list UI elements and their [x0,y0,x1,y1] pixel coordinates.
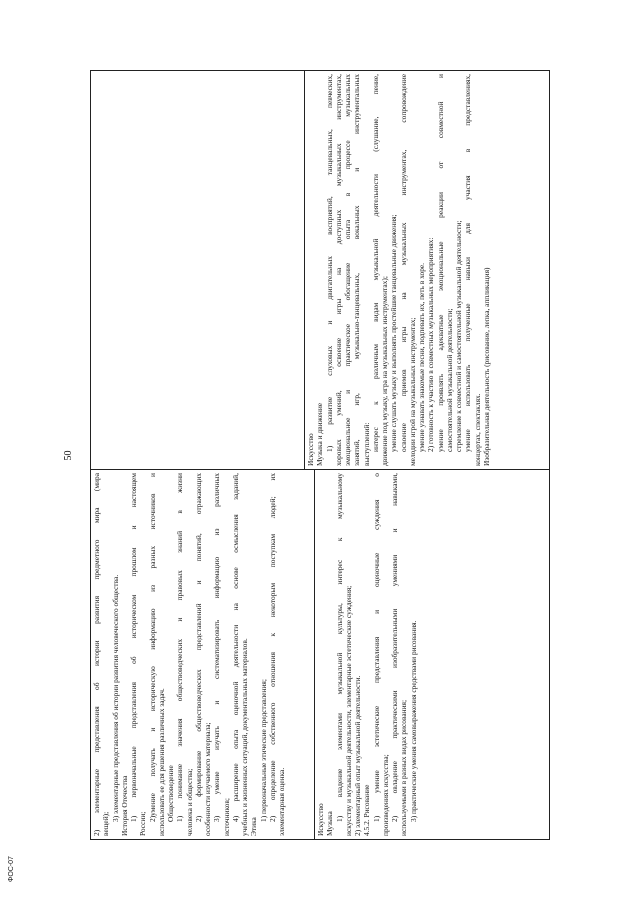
text-line: занятий, игр, музыкально-танцевальных, вокальных и инструментальных [352,74,362,466]
text-line: выступлений: [361,422,371,466]
text-line: Этика [249,817,259,836]
right-column [91,71,549,469]
text-line: 3) элементарные представления об истории развития человеческого общества. [110,574,120,822]
text-line: искусству и музыкальной деятельности, элементарные эстетические суждения; [343,585,353,836]
text-line: России; [138,811,148,836]
text-line: используемыми в разных видах рисования; [399,700,409,836]
text-line: Искусство [316,803,325,836]
left-top-cell [91,470,315,839]
text-line: 1) развитие слуховых и двигательных восприятий, танцевальных, певческих, [324,74,334,452]
footer-code: ФОС-07 [8,856,15,882]
text-line: особенности изучаемого материала; [203,722,212,836]
text-line: Изобразительная деятельность (рисование, лепка, аппликация) [481,267,491,466]
text-line: Музыка и движение [315,402,325,466]
text-line: умение проявлять адекватные эмоциональные реакции от совместной и [435,74,445,452]
text-line: хоровых умений, освоение игры на доступных музыкальных инструментах, [333,74,343,466]
text-line: 2) готовность к участию в совместных музыкальных мероприятиях: [426,237,436,452]
text-line: вещей); [101,811,111,836]
text-line: учебных и жизненных ситуаций, документальных материалов. [240,638,249,836]
text-line: эмоциональное и практическое обогащение опыта в процессе музыкальных [343,74,352,466]
text-line: 4) расширение опыта оценочной деятельности на основе осмысления заданий, [230,473,240,822]
text-line: интерес к различным видам музыкальной деятельности (слушание, пение, [370,74,380,452]
text-line: 1) умение эстетические представления и оценочные суждения о [371,473,381,822]
text-line: произведениях искусства; [380,754,390,836]
text-line: История Отечества [119,775,129,836]
text-line: 2) элементарный опыт музыкальной деятельности. [353,675,362,836]
text-line: самостоятельной музыкальной деятельности; [444,308,454,452]
text-line: мелодии игрой на музыкальных инструментах; [407,317,417,466]
content-table [90,70,550,840]
text-line: 2)умение получать и историческую информацию из разных источников и [147,473,157,822]
text-line: Музыка [325,811,335,836]
text-line: элементарная оценка. [277,767,286,836]
left-column [91,469,549,839]
text-line: 1) первоначальные этические представления; [258,679,268,822]
text-line: 1) владение элементами музыкальной культуры, интерес к музыкальному [334,473,344,822]
right-top-cell [91,71,305,469]
text-line: стремление к совместной и самостоятельной музыкальной деятельности; [454,220,463,452]
text-line: человека и общества; [184,768,194,836]
text-line: освоение приемов игры на музыкальных инструментах, сопровождение [398,74,408,452]
left-bottom-cell [315,470,549,839]
text-line: движение под музыку, игра на музыкальных инструментах); [380,276,389,466]
text-line: умение использовать полученные навыки для участия в представлениях, [463,74,473,452]
text-line: 2) овладение практическими изобразительными умениями и навыками, [390,473,399,822]
text-line: 3) умение изучать и систематизировать информацию из различных [212,473,222,822]
text-line: источников; [221,798,231,836]
text-line: умение узнавать знакомые песни, подпевать их, петь в хоре. [417,262,426,452]
text-line: 1) первоначальные представления об историческом прошлом и настоящем [129,473,138,822]
text-line: Искусство [306,433,315,466]
text-line: 2) элементарные представления об истории развития предметного мира (мира [92,473,101,836]
text-line: 3) практические умения самовыражения средствами рисования. [408,620,418,822]
text-line: концертах, спектаклях. [472,393,482,466]
text-line: 2) определение собственного отношения к некоторым поступкам людей; их [267,473,277,822]
right-bottom-cell [305,71,549,469]
text-line: 4.5.2. Рисование [362,784,372,836]
text-line: использовать ее для решения различных задач. [156,688,166,836]
text-line: 1) понимание значения обществоведческих и правовых знаний в жизни [175,473,185,822]
text-line: Обществоведение [166,765,175,822]
text-line: умение слушать музыку и выполнять простейшие танцевальные движения; [389,214,399,452]
rotated-page [60,68,555,843]
page-number: 50 [63,450,74,461]
text-line: 2) формирование обществоведческих представлений и понятий, отражающих [193,473,203,822]
